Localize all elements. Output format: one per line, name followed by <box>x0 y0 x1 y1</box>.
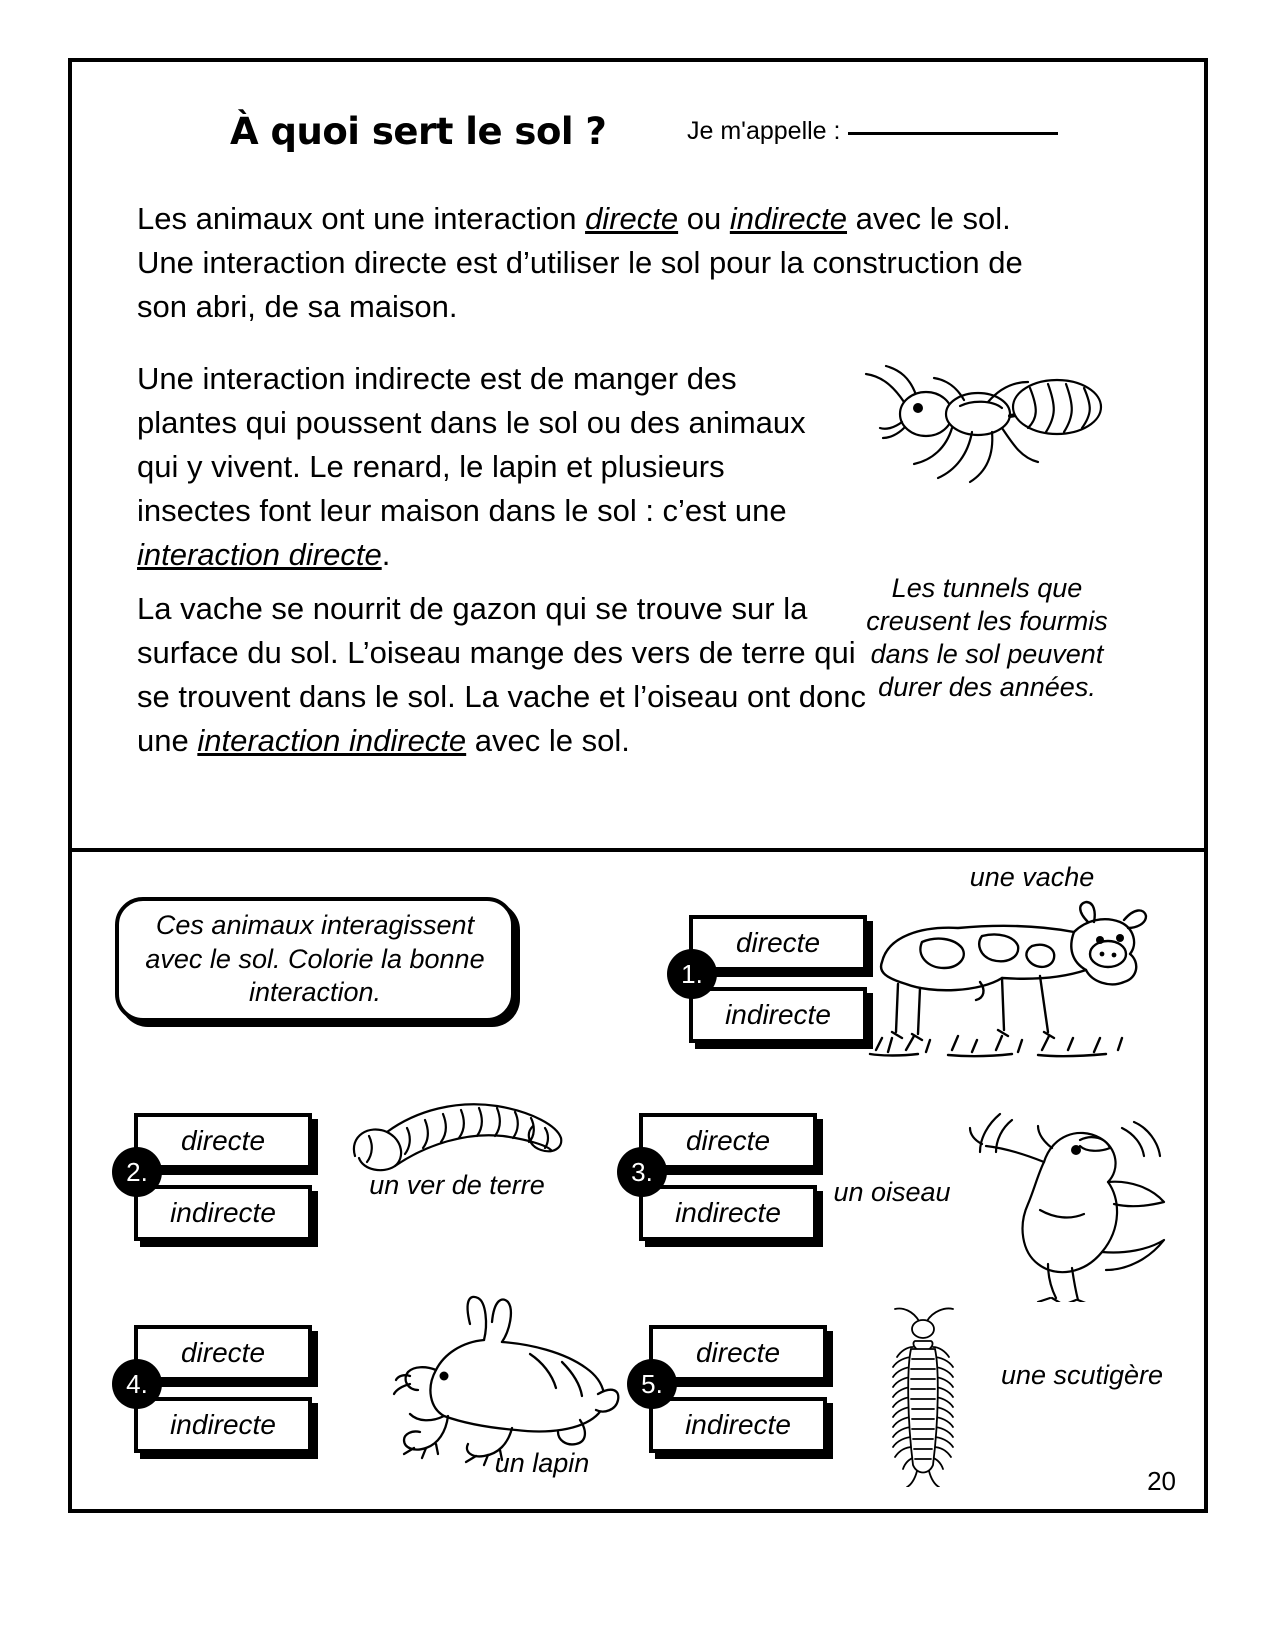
choice-group-4 <box>112 1307 342 1457</box>
p3-text-b: avec le sol. <box>466 723 630 759</box>
instructions-bubble: Ces animaux interagissent avec le sol. Colorie la bonne interaction. <box>115 897 515 1022</box>
animal-label-ver: un ver de terre <box>369 1170 545 1200</box>
exercise-section <box>72 852 1204 1509</box>
choice-group-5 <box>627 1307 857 1457</box>
ant-illustration <box>852 362 1112 497</box>
option-directe-1[interactable]: directe <box>689 915 867 971</box>
p1-underline-indirecte: indirecte <box>729 201 848 236</box>
page-title: À quoi sert le sol ? <box>230 110 607 153</box>
option-indirecte-3[interactable]: indirecte <box>639 1185 817 1241</box>
p1-underline-directe: directe <box>585 201 679 236</box>
student-name-field[interactable] <box>687 117 1058 146</box>
name-underline[interactable] <box>848 132 1058 135</box>
animal-label-vache: une vache <box>969 862 1095 892</box>
p1-text-c: avec le sol. Une interaction directe est d’utiliser le sol pour la construction de son abri, de sa maison. <box>137 201 1023 325</box>
paragraph-1 <box>137 197 1037 329</box>
option-directe-5[interactable]: directe <box>649 1325 827 1381</box>
animal-label-scutigere: une scutigère <box>1000 1360 1164 1390</box>
page-number: 20 <box>1147 1466 1176 1496</box>
paragraph-3 <box>137 587 877 763</box>
lesson-section <box>72 62 1204 852</box>
option-indirecte-1[interactable]: indirecte <box>689 987 867 1043</box>
item-number-4: 4. <box>112 1359 162 1409</box>
centipede-illustration <box>867 1307 997 1491</box>
p3-underline-interaction-indirecte: interaction indirecte <box>197 723 467 759</box>
worksheet-page <box>68 58 1208 1513</box>
option-indirecte-4[interactable]: indirecte <box>134 1397 312 1453</box>
option-directe-3[interactable]: directe <box>639 1113 817 1169</box>
paragraph-2 <box>137 357 827 577</box>
animal-label-lapin: un lapin <box>494 1448 590 1478</box>
option-directe-2[interactable]: directe <box>134 1113 312 1169</box>
option-directe-4[interactable]: directe <box>134 1325 312 1381</box>
choice-group-3 <box>617 1095 847 1245</box>
option-indirecte-5[interactable]: indirecte <box>649 1397 827 1453</box>
p2-text-b: . <box>381 537 391 573</box>
item-number-5: 5. <box>627 1359 677 1409</box>
animal-label-oiseau: un oiseau <box>833 1177 951 1207</box>
ant-caption: Les tunnels que creusent les fourmis dans le sol peuvent durer des années. <box>866 573 1108 702</box>
option-indirecte-2[interactable]: indirecte <box>134 1185 312 1241</box>
cow-illustration <box>862 892 1152 1076</box>
p1-text-a: Les animaux ont une interaction <box>137 201 586 236</box>
item-number-1: 1. <box>667 949 717 999</box>
item-number-2: 2. <box>112 1147 162 1197</box>
bird-illustration <box>952 1102 1172 1306</box>
choice-group-2 <box>112 1095 342 1245</box>
item-number-3: 3. <box>617 1147 667 1197</box>
name-label: Je m'appelle : <box>687 117 841 145</box>
p1-text-b: ou <box>678 201 730 236</box>
p3-text-a: La vache se nourrit de gazon qui se trouve sur la surface du sol. L’oiseau mange des vers de terre qui se trouvent dans le sol. La vache et l’oiseau ont donc une <box>137 591 866 759</box>
p2-text-a: Une interaction indirecte est de manger des plantes qui poussent dans le sol ou des animaux qui y vivent. Le renard, le lapin et plusieurs insectes font leur maison dans le sol : c’est une <box>137 361 806 529</box>
p2-underline-interaction-directe: interaction directe <box>137 537 382 573</box>
